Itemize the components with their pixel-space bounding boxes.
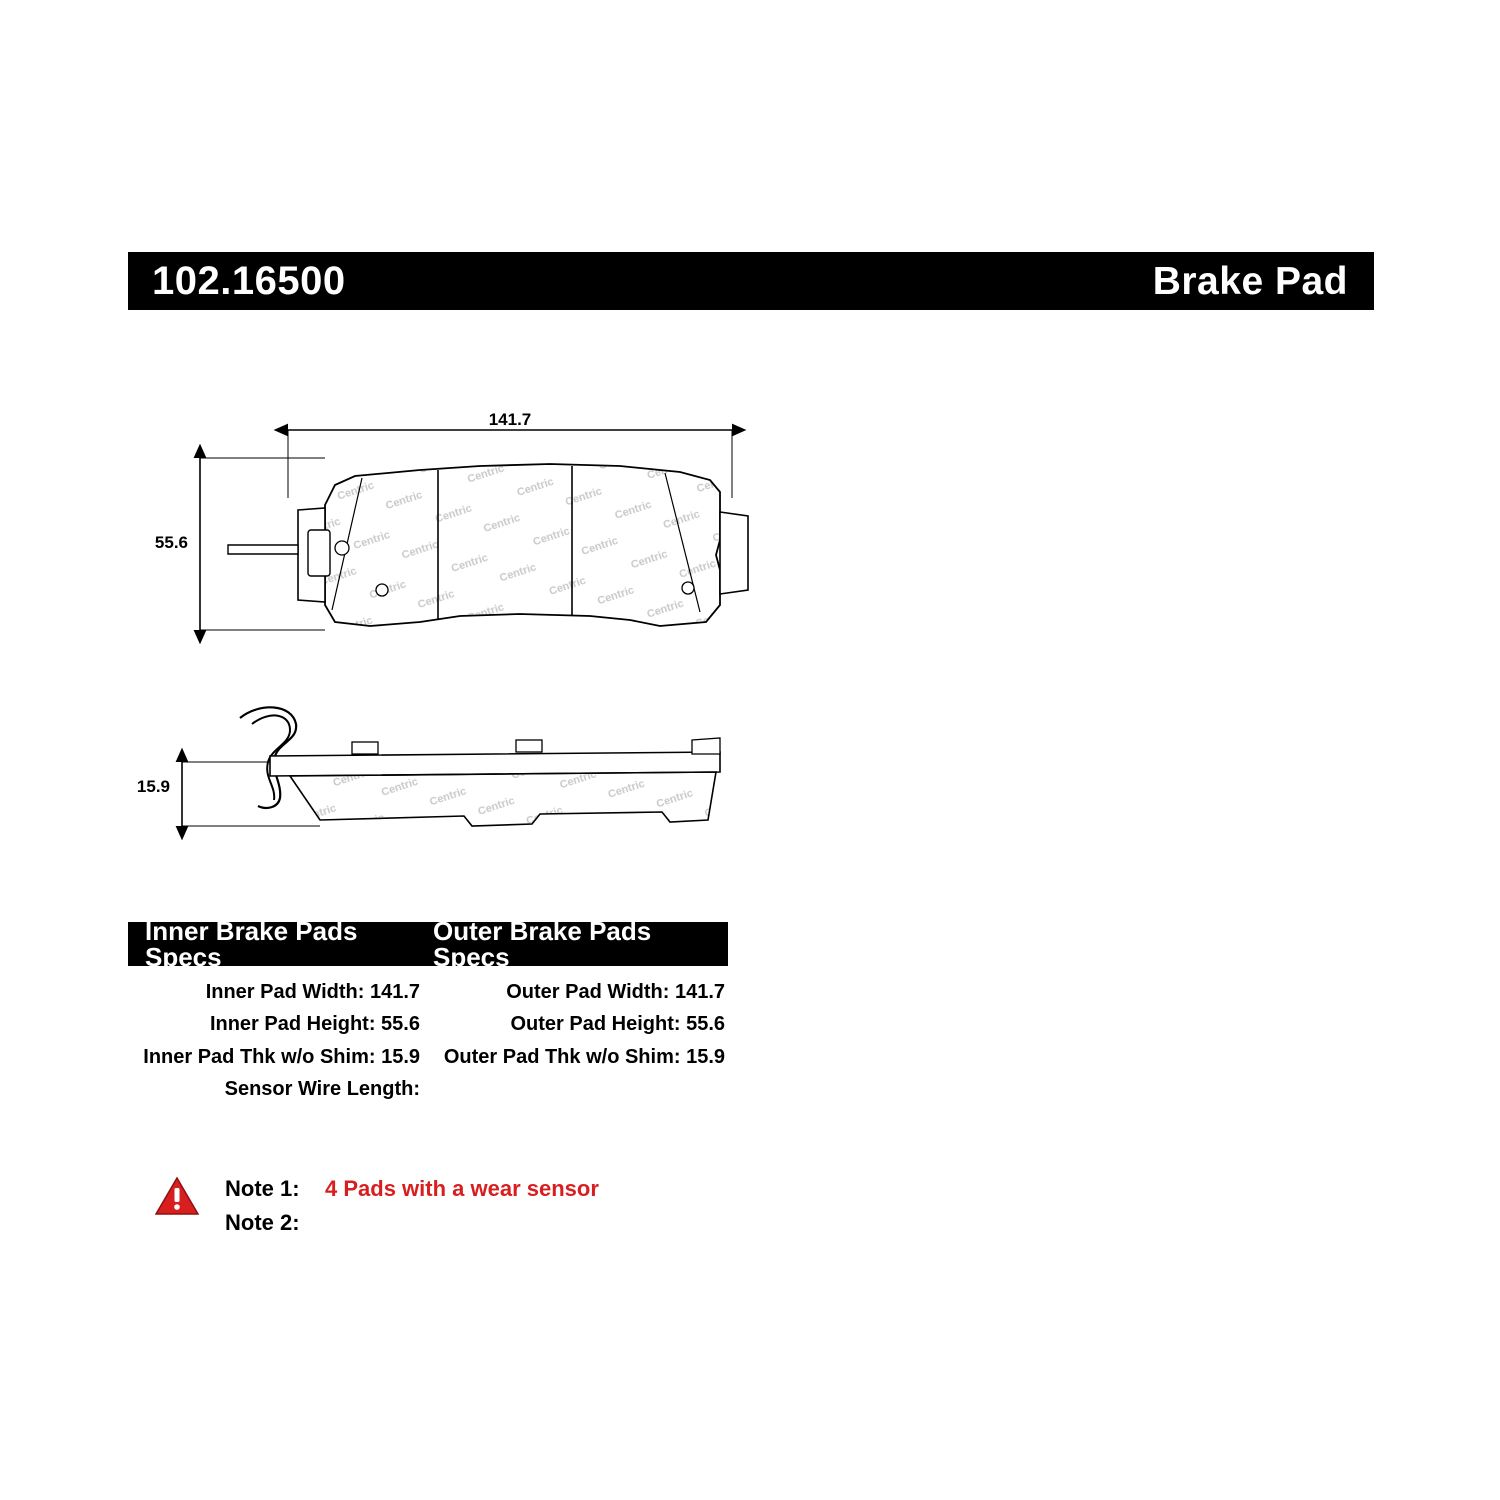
brake-pad-side-drawing bbox=[120, 690, 820, 870]
note-2 bbox=[225, 1206, 599, 1240]
inner-specs-header: Inner Brake Pads Specs bbox=[145, 916, 358, 972]
width-dimension-label: 141.7 bbox=[488, 410, 532, 429]
specs-section bbox=[128, 916, 728, 1106]
note-1 bbox=[225, 1172, 599, 1206]
spec-row: Inner Pad Width: 141.7 bbox=[205, 981, 420, 1003]
spec-row: Outer Pad Height: 55.6 bbox=[510, 1013, 725, 1036]
outer-specs-column bbox=[433, 976, 728, 1106]
specs-body bbox=[128, 966, 728, 1106]
page-title: Brake Pad bbox=[1152, 259, 1348, 303]
backing-plate-side bbox=[270, 738, 720, 776]
spec-row: Outer Pad Width: 141.7 bbox=[506, 981, 725, 1003]
note-2-label: Note 2: bbox=[225, 1210, 300, 1236]
friction-material-side bbox=[290, 772, 716, 826]
spec-row: Sensor Wire Length: bbox=[224, 1078, 420, 1101]
header-bar bbox=[128, 252, 1374, 310]
pad-outline bbox=[228, 464, 748, 626]
part-number: 102.16500 bbox=[152, 259, 346, 303]
outer-specs-header: Outer Brake Pads Specs bbox=[433, 916, 652, 972]
height-dimension-label: 55.6 bbox=[154, 533, 188, 552]
notes-section bbox=[155, 1172, 855, 1240]
spec-row: Outer Pad Thk w/o Shim: 15.9 bbox=[443, 1045, 725, 1068]
thickness-dimension-label: 15.9 bbox=[136, 777, 170, 796]
note-1-value: 4 Pads with a wear sensor bbox=[325, 1176, 599, 1201]
spec-row: Inner Pad Height: 55.6 bbox=[209, 1013, 420, 1036]
spec-row: Inner Pad Thk w/o Shim: 15.9 bbox=[143, 1045, 420, 1068]
specs-header-bar bbox=[128, 916, 728, 972]
warning-icon bbox=[155, 1176, 199, 1216]
note-1-label: Note 1: bbox=[225, 1176, 300, 1201]
inner-specs-column bbox=[128, 976, 433, 1106]
